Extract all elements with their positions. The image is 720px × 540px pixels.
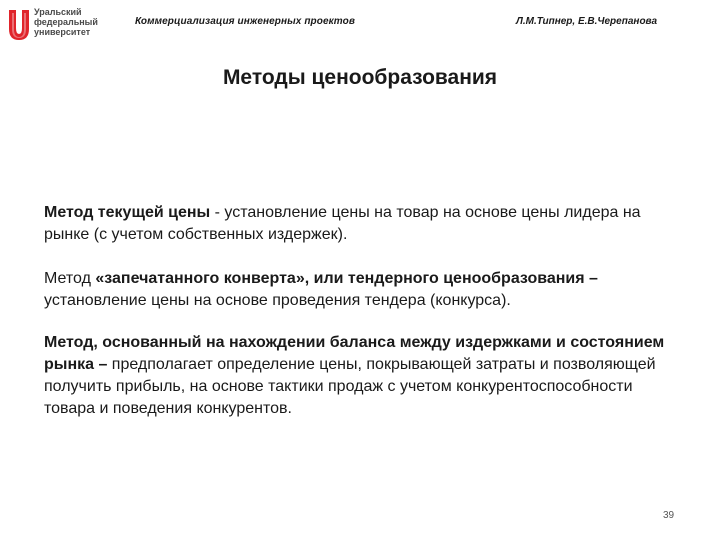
paragraph-lead: Метод: [44, 270, 96, 287]
page-number: 39: [663, 510, 675, 521]
paragraph-bold-term: Метод, основанный на нахождении баланса между издержками и состоянием рынка –: [44, 334, 665, 373]
university-logo: [8, 6, 128, 46]
paragraph-sealed-envelope-method: [44, 268, 684, 312]
ural-university-logo-icon: [8, 8, 30, 42]
paragraph-bold-term: «запечатанного конверта», или тендерного ценообразования –: [95, 270, 598, 287]
paragraph-text: - установление цены на товар на основе цены лидера на рынке (с учетом собственных издержек).: [44, 204, 641, 243]
slide-title: Методы ценообразования: [222, 66, 498, 89]
authors: Л.М.Типнер, Е.В.Черепанова: [516, 16, 658, 27]
paragraph-text: установление цены на основе проведения тендера (конкурса).: [44, 292, 511, 309]
paragraph-bold-term: Метод текущей цены: [44, 204, 211, 221]
course-title: Коммерциализация инженерных проектов: [135, 16, 355, 27]
paragraph-current-price-method: [44, 202, 684, 246]
paragraph-balance-method: [44, 332, 684, 420]
paragraph-text: предполагает определение цены, покрывающей затраты и позволяющей получить прибыль, на основе тактики продаж с учетом конкурентоспособности товара и поведения конкурентов.: [44, 356, 656, 417]
university-name: Уральский федеральный университет: [34, 7, 98, 37]
